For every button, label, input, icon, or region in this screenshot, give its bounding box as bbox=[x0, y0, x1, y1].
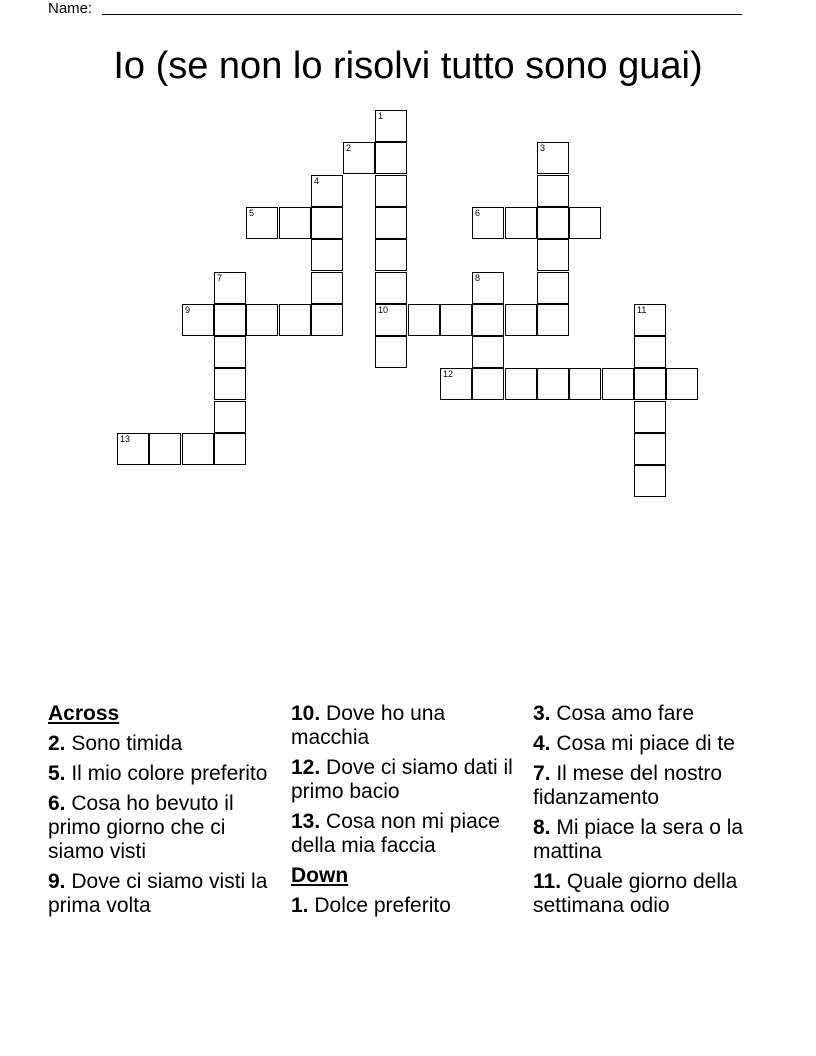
clue-item bbox=[533, 702, 773, 726]
grid-cell[interactable] bbox=[246, 304, 278, 336]
grid-cell[interactable] bbox=[634, 304, 666, 336]
grid-cell[interactable] bbox=[375, 207, 407, 239]
clue-item bbox=[533, 762, 773, 810]
grid-cell[interactable] bbox=[246, 207, 278, 239]
grid-cell[interactable] bbox=[472, 304, 504, 336]
grid-cell[interactable] bbox=[375, 304, 407, 336]
grid-cell[interactable] bbox=[634, 368, 666, 400]
grid-cell[interactable] bbox=[537, 304, 569, 336]
clue-text: Cosa mi piace di te bbox=[550, 732, 735, 755]
grid-cell[interactable] bbox=[472, 368, 504, 400]
grid-cell[interactable] bbox=[634, 401, 666, 433]
clue-text: Mi piace la sera o la mattina bbox=[533, 816, 744, 863]
grid-cell[interactable] bbox=[537, 175, 569, 207]
grid-cell[interactable] bbox=[505, 368, 537, 400]
crossword-grid bbox=[0, 0, 816, 520]
clue-number-label: 1. bbox=[291, 894, 309, 917]
grid-cell[interactable] bbox=[214, 304, 246, 336]
clues-column-1 bbox=[48, 702, 278, 924]
grid-cell[interactable] bbox=[214, 433, 246, 465]
grid-cell[interactable] bbox=[149, 433, 181, 465]
grid-cell[interactable] bbox=[537, 142, 569, 174]
clue-number-label: 3. bbox=[533, 702, 551, 725]
grid-cell[interactable] bbox=[472, 207, 504, 239]
clue-text: Sono timida bbox=[65, 732, 183, 755]
grid-cell[interactable] bbox=[408, 304, 440, 336]
clue-text: Dolce preferito bbox=[308, 894, 451, 917]
grid-cell[interactable] bbox=[537, 272, 569, 304]
grid-cell[interactable] bbox=[666, 368, 698, 400]
grid-cell[interactable] bbox=[375, 110, 407, 142]
clue-text: Il mese del nostro fidanzamento bbox=[533, 762, 723, 809]
across-heading: Across bbox=[48, 702, 120, 725]
grid-cell[interactable] bbox=[375, 239, 407, 271]
clue-text: Cosa amo fare bbox=[550, 702, 695, 725]
grid-cell[interactable] bbox=[214, 336, 246, 368]
clue-number: 11 bbox=[637, 305, 647, 315]
grid-cell[interactable] bbox=[343, 142, 375, 174]
clue-number-label: 2. bbox=[48, 732, 66, 755]
clue-number: 9 bbox=[185, 305, 191, 315]
grid-cell[interactable] bbox=[117, 433, 149, 465]
grid-cell[interactable] bbox=[505, 304, 537, 336]
clue-item bbox=[533, 870, 773, 918]
grid-cell[interactable] bbox=[472, 336, 504, 368]
grid-cell[interactable] bbox=[440, 304, 472, 336]
clue-item bbox=[291, 702, 521, 750]
down-heading: Down bbox=[291, 864, 349, 887]
clue-number-label: 9. bbox=[48, 870, 66, 893]
grid-cell[interactable] bbox=[634, 465, 666, 497]
clue-number-label: 5. bbox=[48, 762, 66, 785]
clue-item bbox=[533, 816, 773, 864]
grid-cell[interactable] bbox=[602, 368, 634, 400]
clue-text: Dove ho una macchia bbox=[291, 702, 446, 749]
clue-number-label: 7. bbox=[533, 762, 551, 785]
clue-text: Dove ci siamo dati il primo bacio bbox=[291, 756, 513, 803]
clue-number: 7 bbox=[217, 273, 223, 283]
clue-number-label: 11. bbox=[533, 870, 562, 893]
clue-item bbox=[48, 792, 278, 864]
grid-cell[interactable] bbox=[375, 336, 407, 368]
clues-column-2 bbox=[291, 702, 521, 924]
grid-cell[interactable] bbox=[472, 272, 504, 304]
clue-text: Il mio colore preferito bbox=[65, 762, 268, 785]
grid-cell[interactable] bbox=[279, 304, 311, 336]
clue-number: 8 bbox=[475, 273, 481, 283]
clue-number: 5 bbox=[249, 208, 255, 218]
grid-cell[interactable] bbox=[375, 175, 407, 207]
clue-number-label: 6. bbox=[48, 792, 66, 815]
clue-number: 12 bbox=[443, 369, 454, 379]
grid-cell[interactable] bbox=[182, 433, 214, 465]
clue-text: Cosa ho bevuto il primo giorno che ci siamo visti bbox=[48, 792, 234, 863]
grid-cell[interactable] bbox=[537, 368, 569, 400]
clue-number-label: 4. bbox=[533, 732, 551, 755]
clue-item bbox=[48, 762, 278, 786]
grid-cell[interactable] bbox=[505, 207, 537, 239]
down-clue-list-continued bbox=[533, 702, 773, 918]
clue-number-label: 12. bbox=[291, 756, 321, 779]
clue-number: 4 bbox=[314, 176, 320, 186]
grid-cell[interactable] bbox=[634, 336, 666, 368]
across-clue-list bbox=[48, 732, 278, 918]
grid-cell[interactable] bbox=[279, 207, 311, 239]
clue-number-label: 8. bbox=[533, 816, 551, 839]
clue-item bbox=[533, 732, 773, 756]
grid-cell[interactable] bbox=[440, 368, 472, 400]
clue-text: Quale giorno della settimana odio bbox=[533, 870, 738, 917]
clue-number: 13 bbox=[120, 434, 131, 444]
clue-number-label: 13. bbox=[291, 810, 321, 833]
grid-cell[interactable] bbox=[375, 272, 407, 304]
across-clue-list-continued bbox=[291, 702, 521, 858]
clue-text: Cosa non mi piace della mia faccia bbox=[291, 810, 500, 857]
grid-cell[interactable] bbox=[311, 239, 343, 271]
grid-cell[interactable] bbox=[569, 207, 601, 239]
grid-cell[interactable] bbox=[375, 142, 407, 174]
clue-item bbox=[291, 756, 521, 804]
clue-number: 10 bbox=[378, 305, 389, 315]
clue-text: Dove ci siamo visti la prima volta bbox=[48, 870, 268, 917]
down-clue-list bbox=[291, 894, 521, 918]
grid-cell[interactable] bbox=[214, 272, 246, 304]
clue-item bbox=[48, 732, 278, 756]
clue-number: 3 bbox=[540, 143, 546, 153]
clue-item bbox=[291, 894, 521, 918]
grid-cell[interactable] bbox=[214, 401, 246, 433]
grid-cell[interactable] bbox=[634, 433, 666, 465]
grid-cell[interactable] bbox=[537, 207, 569, 239]
clue-number: 2 bbox=[346, 143, 352, 153]
clue-number: 6 bbox=[475, 208, 481, 218]
grid-cell[interactable] bbox=[182, 304, 214, 336]
grid-cell[interactable] bbox=[311, 304, 343, 336]
clue-number-label: 10. bbox=[291, 702, 321, 725]
clue-item bbox=[291, 810, 521, 858]
clue-number: 1 bbox=[378, 111, 384, 121]
grid-cell[interactable] bbox=[311, 175, 343, 207]
grid-cell[interactable] bbox=[311, 272, 343, 304]
grid-cell[interactable] bbox=[537, 239, 569, 271]
clues-column-3 bbox=[533, 702, 773, 924]
grid-cell[interactable] bbox=[214, 368, 246, 400]
page-title: Io (se non lo risolvi tutto sono guai) bbox=[113, 45, 703, 87]
name-label: Name: bbox=[48, 0, 93, 17]
grid-cell[interactable] bbox=[569, 368, 601, 400]
grid-cell[interactable] bbox=[311, 207, 343, 239]
clue-item bbox=[48, 870, 278, 918]
